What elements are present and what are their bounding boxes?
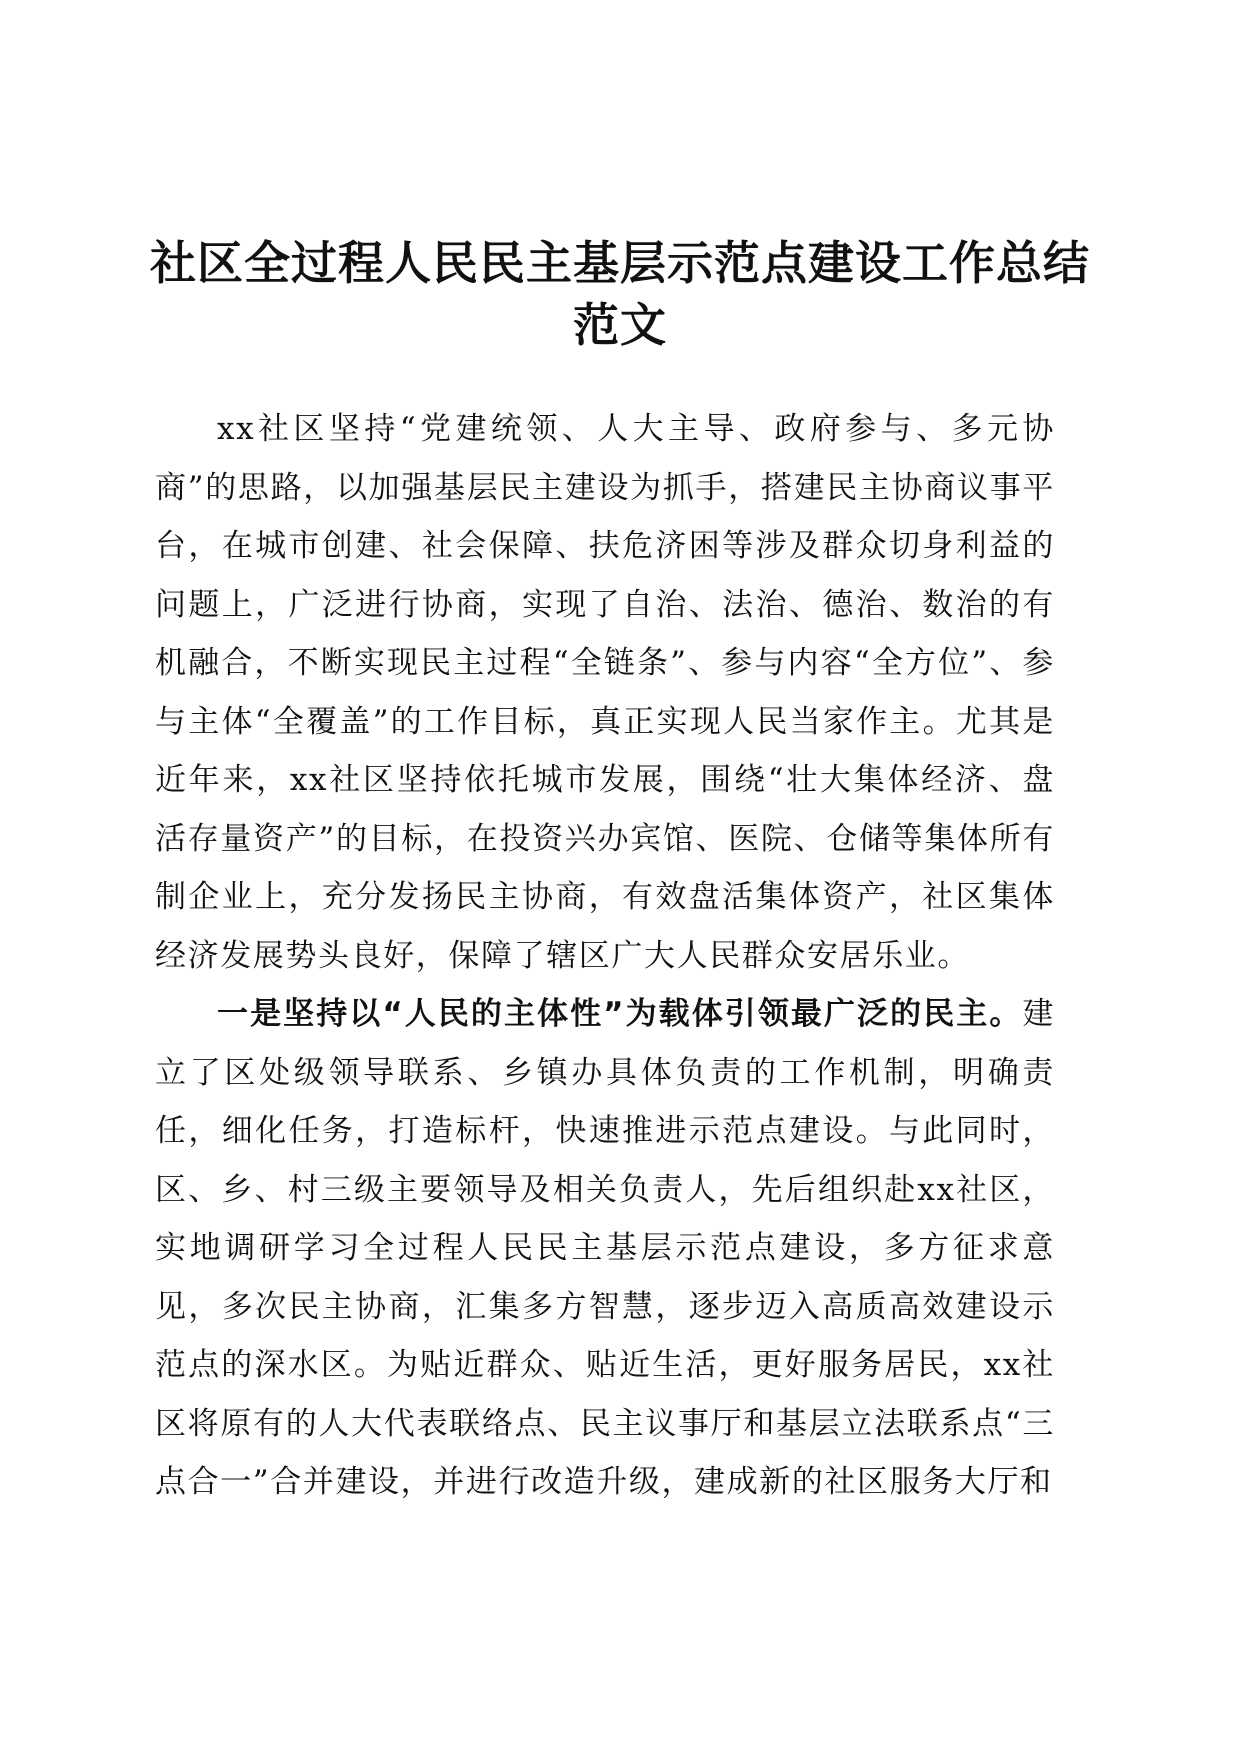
document-body xyxy=(155,400,1055,1512)
paragraph-section-1 xyxy=(155,985,1055,1512)
paragraph-intro-text: xx社区坚持“党建统领、人大主导、政府参与、多元协商”的思路，以加强基层民主建设为抓手，搭建民主协商议事平台，在城市创建、社会保障、扶危济困等涉及群众切身利益的问题上，广泛进行协商，实现了自治、法治、德治、数治的有机融合，不断实现民主过程“全链条”、参与内容“全方位”、参与主体“全覆盖”的工作目标，真正实现人民当家作主。尤其是近年来，xx社区坚持依托城市发展，围绕“壮大集体经济、盘活存量资产”的目标，在投资兴办宾馆、医院、仓储等集体所有制企业上，充分发扬民主协商，有效盘活集体资产，社区集体经济发展势头良好，保障了辖区广大人民群众安居乐业。 xyxy=(155,411,1055,974)
paragraph-intro xyxy=(155,400,1055,985)
document-title: 社区全过程人民民主基层示范点建设工作总结范文 xyxy=(150,236,1090,352)
section-1-heading: 一是坚持以“人民的主体性”为载体引领最广泛的民主。 xyxy=(217,996,1023,1032)
section-1-text: 建立了区处级领导联系、乡镇办具体负责的工作机制，明确责任，细化任务，打造标杆，快速推进示范点建设。与此同时，区、乡、村三级主要领导及相关负责人，先后组织赴xx社区，实地调研学习全过程人民民主基层示范点建设，多方征求意见，多次民主协商，汇集多方智慧，逐步迈入高质高效建设示范点的深水区。为贴近群众、贴近生活，更好服务居民，xx社区将原有的人大代表联络点、民主议事厅和基层立法联系点“三点合一”合并建设，并进行改造升级，建成新的社区服务大厅和 xyxy=(155,996,1055,1500)
